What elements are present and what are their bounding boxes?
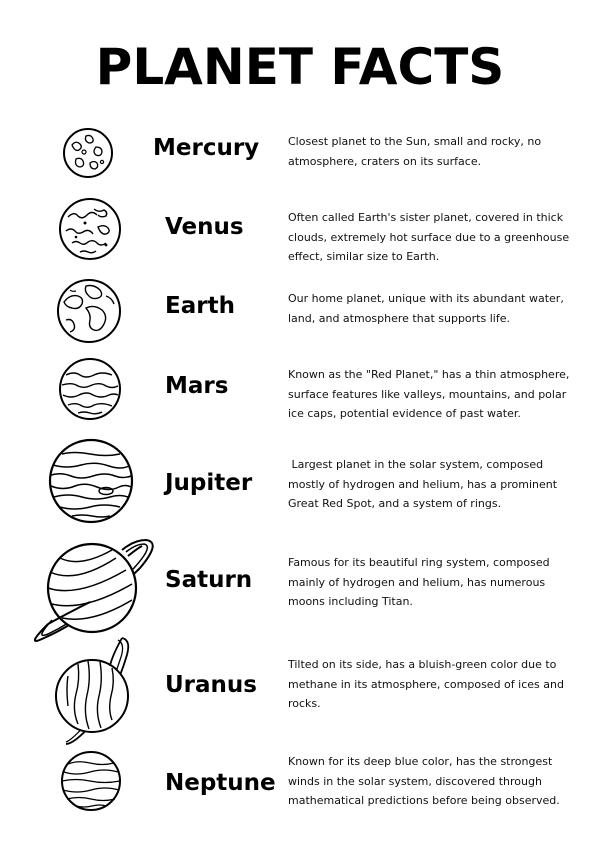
uranus-icon <box>52 636 132 746</box>
planet-description: Famous for its beautiful ring system, composed mainly of hydrogen and helium, has numerous moons including Titan. <box>288 556 554 608</box>
planet-description: Largest planet in the solar system, composed mostly of hydrogen and helium, has a prominent Great Red Spot, and a system of rings. <box>288 458 561 510</box>
planet-name: Earth <box>165 293 235 319</box>
mercury-icon <box>62 127 114 179</box>
planet-name: Saturn <box>165 567 253 593</box>
planet-description: Tilted on its side, has a bluish-green color due to methane in its atmosphere, composed of ices and rocks. <box>288 658 568 710</box>
earth-icon <box>56 278 122 344</box>
planet-description: Often called Earth's sister planet, covered in thick clouds, extremely hot surface due to a greenhouse effect, similar size to Earth. <box>288 211 573 263</box>
planet-name: Mars <box>165 373 229 399</box>
planet-description: Known for its deep blue color, has the strongest winds in the solar system, discovered through mathematical predictions before being observed. <box>288 755 560 807</box>
jupiter-icon <box>48 438 134 524</box>
neptune-icon <box>60 750 122 812</box>
planet-name: Uranus <box>165 672 257 698</box>
page-title: PLANET FACTS <box>95 38 505 96</box>
planet-name: Venus <box>165 214 244 240</box>
planet-name: Jupiter <box>165 470 253 496</box>
venus-icon <box>58 197 122 261</box>
saturn-icon <box>30 528 160 648</box>
mars-icon <box>58 357 122 421</box>
planet-description: Our home planet, unique with its abundant water, land, and atmosphere that supports life. <box>288 292 568 325</box>
planet-description: Closest planet to the Sun, small and rocky, no atmosphere, craters on its surface. <box>288 135 545 168</box>
planet-description: Known as the "Red Planet," has a thin atmosphere, surface features like valleys, mountains, and polar ice caps, potential evidence of past water. <box>288 368 573 420</box>
planet-name: Mercury <box>153 135 260 161</box>
planet-name: Neptune <box>165 770 276 796</box>
